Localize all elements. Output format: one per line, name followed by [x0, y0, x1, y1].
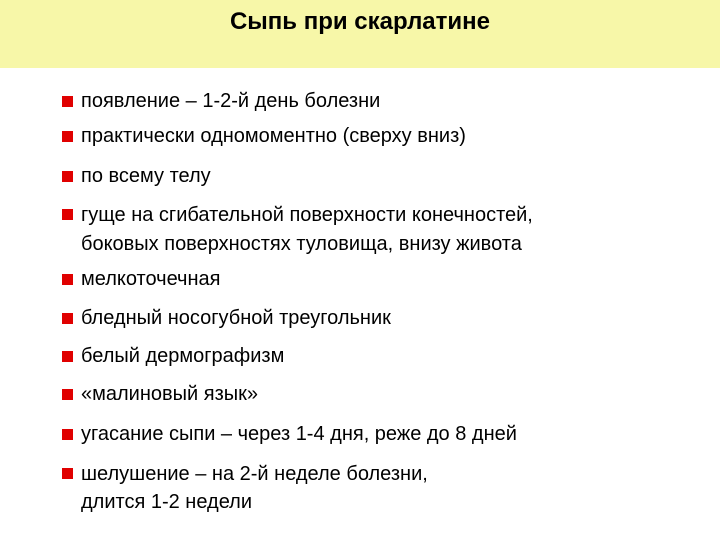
bullet-square-icon — [62, 96, 73, 107]
bullet-square-icon — [62, 274, 73, 285]
bullet-square-icon — [62, 313, 73, 324]
bullet-text: «малиновый язык» — [81, 383, 258, 405]
bullet-square-icon — [62, 429, 73, 440]
bullet-text: шелушение – на 2-й неделе болезни, длится 1-2 недели — [81, 463, 428, 513]
bullet-square-icon — [62, 209, 73, 220]
bullet-square-icon — [62, 351, 73, 362]
bullet-text: практически одномоментно (сверху вниз) — [81, 125, 466, 147]
slide-title: Сыпь при скарлатине — [229, 8, 491, 35]
bullet-text: мелкоточечная — [81, 268, 221, 290]
bullet-text: белый дермографизм — [81, 345, 285, 367]
bullet-square-icon — [62, 171, 73, 182]
bullet-square-icon — [62, 389, 73, 400]
bullet-text: бледный носогубной треугольник — [81, 307, 391, 329]
bullet-text: гуще на сгибательной поверхности конечностей, боковых поверхностях туловища, внизу живота — [81, 204, 533, 255]
bullet-text: угасание сыпи – через 1-4 дня, реже до 8 дней — [81, 423, 517, 445]
bullet-text: появление – 1-2-й день болезни — [81, 90, 381, 112]
bullet-square-icon — [62, 468, 73, 479]
bullet-text: по всему телу — [81, 165, 211, 187]
bullet-square-icon — [62, 131, 73, 142]
